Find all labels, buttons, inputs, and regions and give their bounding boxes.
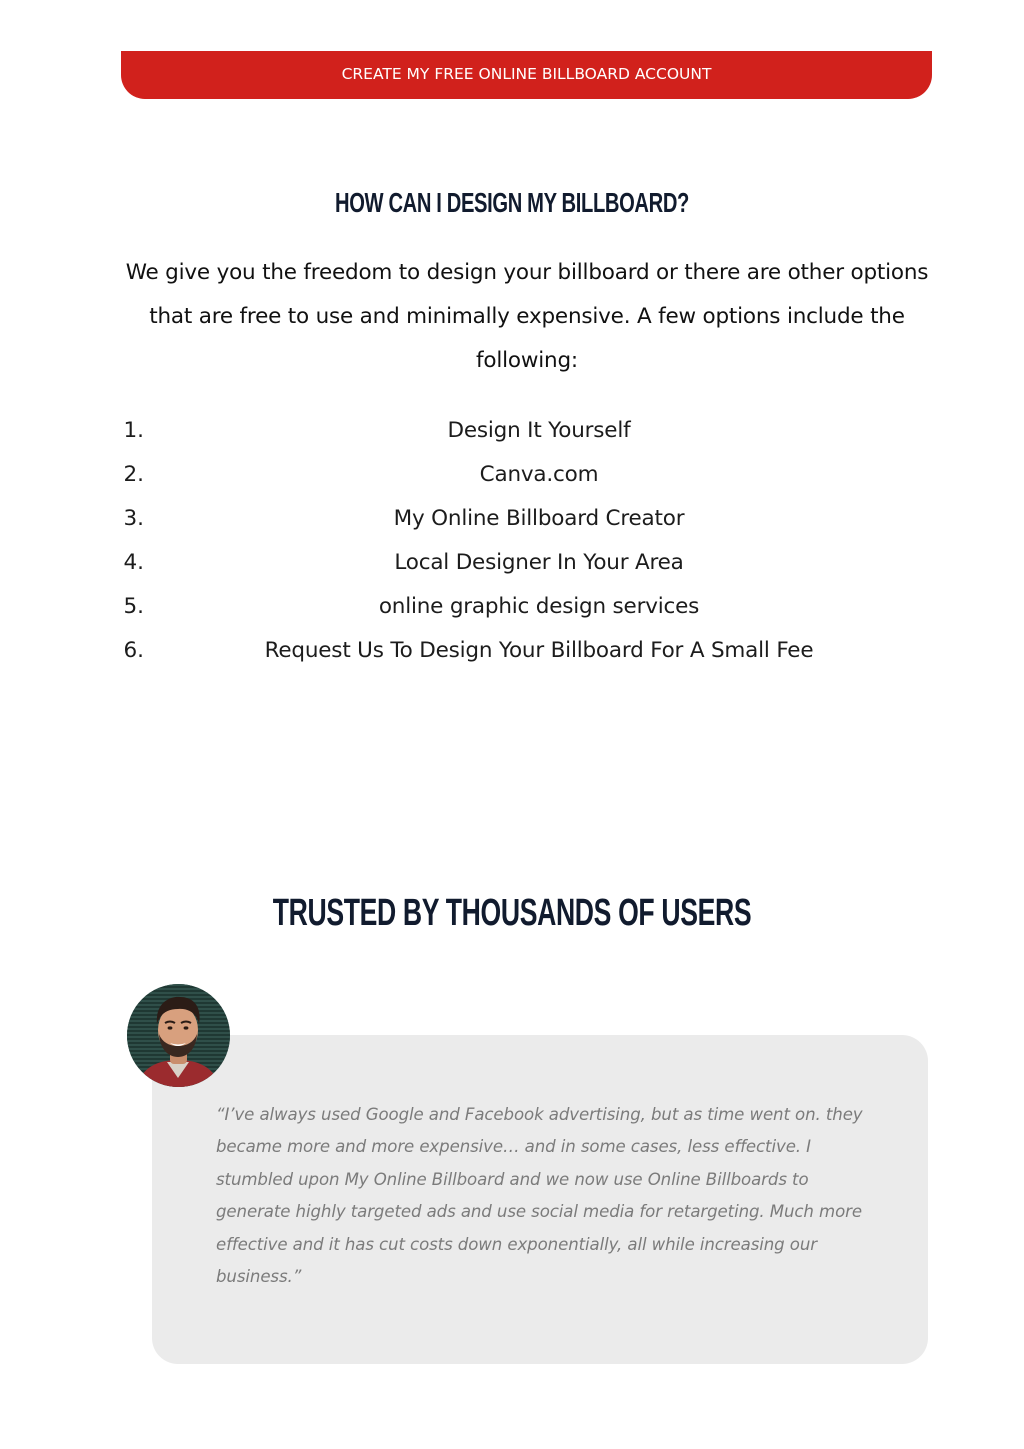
create-account-button[interactable] [121,51,932,99]
option-number: 4. [123,550,144,575]
design-option-item [118,541,958,585]
design-section-title: HOW CAN I DESIGN MY BILLBOARD? [335,187,689,218]
design-option-item [118,409,958,453]
option-number: 3. [123,506,144,531]
testimonial-card [152,1035,928,1364]
design-option-item [118,497,958,541]
option-number: 6. [123,638,144,663]
testimonial-quote: “I’ve always used Google and Facebook advertising, but as time went on. they became more and more expensive… and in some cases, less effective. I stumbled upon My Online Billboard and we now use Online Billboards to generate highly targeted ads and use social media for retargeting. Much more effective and it has cut costs down exponentially, all while increasing our business.” [216,1105,863,1287]
avatar-icon [127,984,230,1087]
design-option-item [118,453,958,497]
option-label: Design It Yourself [447,418,631,443]
design-option-item [118,585,958,629]
option-number: 5. [123,594,144,619]
option-label: Request Us To Design Your Billboard For A Small Fee [264,638,814,663]
option-label: My Online Billboard Creator [393,506,685,531]
create-account-label: CREATE MY FREE ONLINE BILLBOARD ACCOUNT [341,65,712,83]
option-number: 2. [123,462,144,487]
option-number: 1. [123,418,144,443]
design-options-list [118,409,958,673]
option-label: Canva.com [479,462,599,487]
design-intro-text: We give you the freedom to design your billboard or there are other options that are free to use and minimally expensive. A few options include the following: [125,260,929,373]
user-avatar-photo [127,984,230,1087]
testimonials-title: TRUSTED BY THOUSANDS OF USERS [272,892,752,934]
option-label: Local Designer In Your Area [394,550,684,575]
design-option-item [118,629,958,673]
option-label: online graphic design services [378,594,700,619]
